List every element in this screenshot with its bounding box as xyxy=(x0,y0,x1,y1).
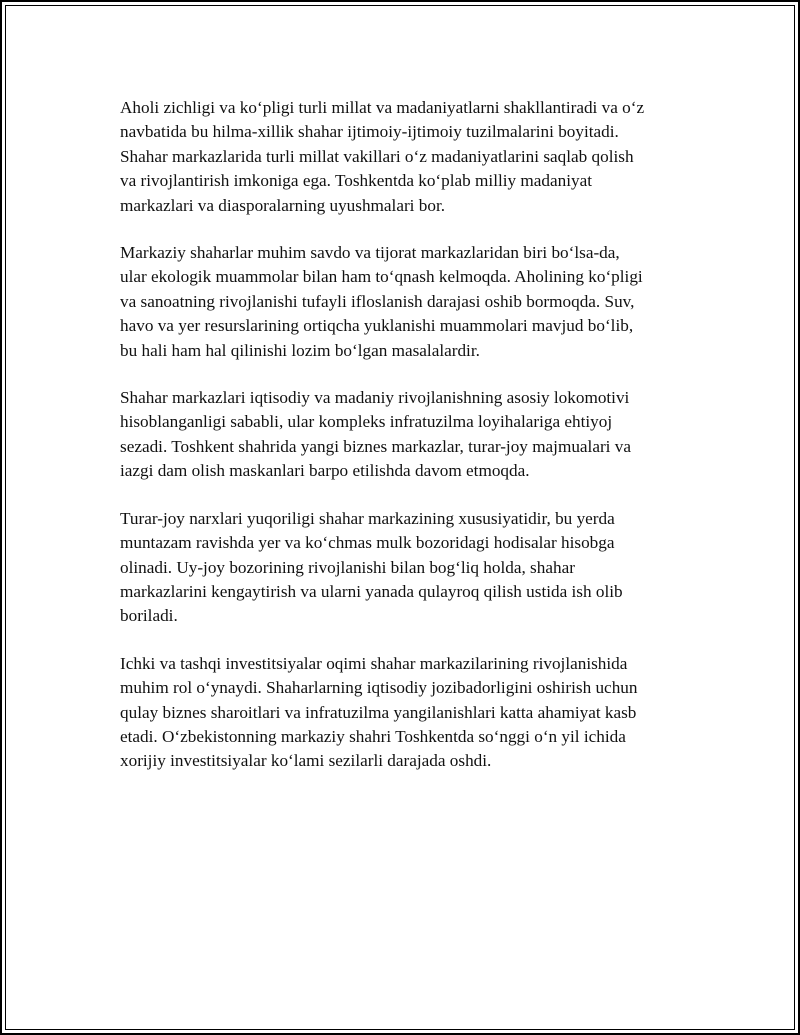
document-body xyxy=(120,96,680,797)
paragraph-3: Shahar markazlari iqtisodiy va madaniy rivojlanishning asosiy lokomotivi hisoblanganligi sababli, ular kompleks infratuzilma loyihalariga ehtiyoj sezadi. Toshkent shahrida yangi biznes markazlar, turar-joy majmualari va iazgi dam olish maskanlari barpo etilishda davom etmoqda. xyxy=(120,388,631,481)
paragraph-4: Turar-joy narxlari yuqoriligi shahar markazining xususiyatidir, bu yerda muntazam ravishda yer va ko‘chmas mulk bozoridagi hodisalar hisobga olinadi. Uy-joy bozorining rivojlanishi bilan bog‘liq holda, shahar markazlarini kengaytirish va ularni yanada qulayroq qilish ustida ish olib boriladi. xyxy=(120,508,623,626)
paragraph-1: Aholi zichligi va ko‘pligi turli millat va madaniyatlarni shakllantiradi va o‘z navbatida bu hilma-xillik shahar ijtimoiy-ijtimoiy tuzilmalarini boyitadi. Shahar markazlarida turli millat vakillari o‘z madaniyatlarini saqlab qolish va rivojlantirish imkoniga ega. Toshkentda ko‘plab milliy madaniyat markazlari va diasporalarning uyushmalari bor. xyxy=(120,98,645,215)
paragraph-2: Markaziy shaharlar muhim savdo va tijorat markazlaridan biri bo‘lsa-da, ular ekologik muammolar bilan ham to‘qnash kelmoqda. Aholining ko‘pligi va sanoatning rivojlanishi tufayli ifloslanish darajasi oshib bormoqda. Suv, havo va yer resurslarining ortiqcha yuklanishi muammolari mavjud bo‘lib, bu hali ham hal qilinishi lozim bo‘lgan masalalardir. xyxy=(120,243,643,360)
paragraph-5: Ichki va tashqi investitsiyalar oqimi shahar markazilarining rivojlanishida muhim rol o‘ynaydi. Shaharlarning iqtisodiy jozibadorligini oshirish uchun qulay biznes sharoitlari va infratuzilma yangilanishlari katta ahamiyat kasb etadi. O‘zbekistonning markaziy shahri Toshkentda so‘nggi o‘n yil ichida xorijiy investitsiyalar ko‘lami sezilarli darajada oshdi. xyxy=(120,653,638,771)
